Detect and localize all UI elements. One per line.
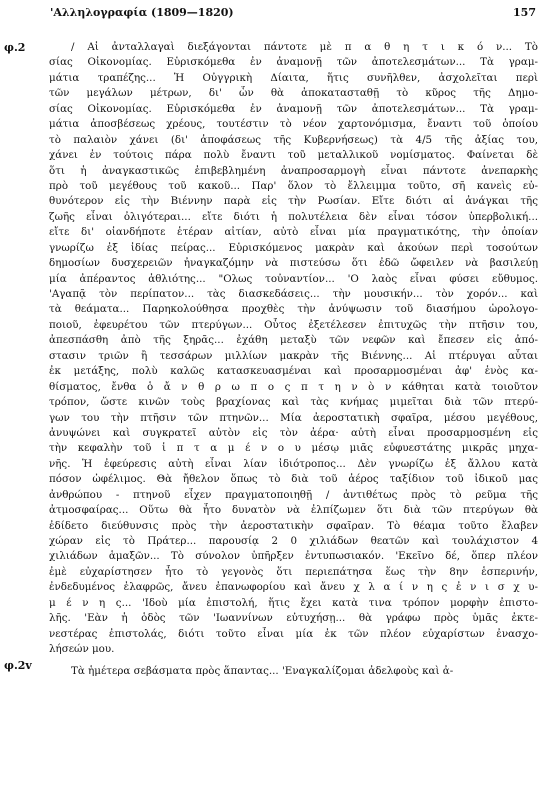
text-line: ἐδίδετο διεύθυνσις πρὸς τὴν ἀεροστατικὴν σφαῖραν. Τὸ θέαμα τοῦτο ἔλαβεν xyxy=(49,519,538,532)
text-line: θυνότερον εἰς τὴν Βιέννην παρὰ εἰς τὴν Ρωσίαν. Εἴτε διότι αἱ ἀνάγκαι τῆς xyxy=(49,195,538,208)
text-line: μία ἀπέραντος ἀθλιότης... "Ολως τοὐναντίον... 'Ο λαὸς εἶναι φύσει εὔθυμος. xyxy=(49,272,538,285)
text-line: ἀπεσπάσθη ἀπὸ τῆς ξηρᾶς... ἐχάθη μεταξὺ τῶν νεφῶν καὶ ἔπεσεν εἰς ἀπό- xyxy=(49,334,538,347)
page-number: 157 xyxy=(513,6,536,19)
text-line: Τὰ ἡμέτερα σεβάσματα πρὸς ἅπαντας... 'Εναγκαλίζομαι ἀδελφοὺς καὶ ἀ- xyxy=(71,664,454,677)
running-header xyxy=(50,6,536,24)
text-line: λήσεών μου. xyxy=(49,643,115,656)
text-line: ζωῆς εἶναι ὀλιγότεραι... εἴτε διότι ἡ πολυτέλεια δὲν εἶναι τόσον ὑπερβολική... xyxy=(49,210,538,223)
running-title: 'Αλληλογραφία (1809—1820) xyxy=(50,6,234,19)
text-line: θίσματος, ἔνθα ὁ ἄ ν θ ρ ω π ο ς π τ η ν ὸ ν κάθηται κατὰ τοιοῦτον xyxy=(49,380,538,393)
text-line: ἀτμοσφαίρας... Οὕτω θὰ ἦτο δυνατὸν νὰ ἐλπίζωμεν ὅτι διὰ τῶν πτερύγων θὰ xyxy=(49,504,538,517)
text-line: τῶν μεγάλων μέτρων, δι' ὧν θὰ ἀποκατασταθῇ τὸ κῦρος τῆς Δημο- xyxy=(49,87,538,100)
text-line: γων του τὴν πτῆσιν τῶν πτηνῶν... Μία ἀεροστατικὴ σφαῖρα, μέσου μεγέθους, xyxy=(49,411,538,424)
text-line: τὸ παλαιὸν χάνει (δι' ἀποφάσεως τῆς Κυβερνήσεως) τὰ 4/5 τῆς ἀξίας του, xyxy=(49,133,538,146)
folio-margin-note: φ.2v xyxy=(4,659,32,672)
text-line: χώραν εἰς τὸ Πράτερ... παρουσίᾳ 2 0 χιλιάδων θεατῶν καὶ τουλάχιστον 4 xyxy=(49,535,538,547)
folio-margin-note: φ.2 xyxy=(4,41,26,54)
text-line: δημοσίων δυσχερειῶν ἠναγκαζόμην νὰ πιστεύσω ὅτι ἐδῶ ὤφειλεν νὰ βασιλεύῃ xyxy=(49,257,538,270)
text-line: χιλιάδων ἁμαξῶν... Τὸ σύνολον ὑπῆρξεν ἐντυπωσιακόν. 'Εκεῖνο δέ, ὅπερ πλέον xyxy=(49,550,538,563)
text-line: τὰ θεάματα... Παρηκολούθησα προχθὲς τὴν ἀνύψωσιν τοῦ διασήμου ὡρολογο- xyxy=(49,303,538,316)
text-line: ἀνυψώνει καὶ συγκρατεῖ αὐτὸν εἰς τὸν ἀέρα· αὐτὴ εἶναι προσαρμοσμένη εἰς xyxy=(49,426,538,439)
text-line: μ έ ν η ς... 'Ιδοὺ μία ἐπιστολή, ἥτις ἔχει κατὰ τινα τρόπον μορφὴν ἐπιστο- xyxy=(49,596,538,609)
document-body xyxy=(49,40,538,679)
text-line: ἐνδεδυμένος ἐλαφρῶς, ἄνευ ἐπανωφορίου καὶ ἄνευ χ λ α ί ν η ς ἐ ν ι σ χ υ- xyxy=(49,581,538,594)
text-line: ἐκ μετάξης, πολὺ καλῶς κατασκευασμέναι καὶ προσαρμοσμέναι ἀφ' ἑνὸς κα- xyxy=(49,365,538,378)
text-line: ὅτι ἡ ἀναγκαστικῶς ἐπιβεβλημένη ἀναπροσαρμογὴ εἶναι πάντοτε ἀνεπαρκὴς xyxy=(49,164,538,177)
text-line: γνωρίζω ἐξ ἰδίας πείρας... Εὑρισκόμενος μακρὰν καὶ ἀκούων περὶ τοσούτων xyxy=(49,241,538,254)
text-line: νῆς. Ἡ ἐφεύρεσις αὐτὴ εἶναι λίαν ἰδιότροπος... Δὲν γνωρίζω ἐξ ἄλλου κατὰ xyxy=(49,457,538,470)
text-line: τρόπον, ὥστε κινῶν τοὺς βραχίονας καὶ τὰς κνήμας μιμεῖται διὰ τῶν πτερύ- xyxy=(49,396,538,409)
text-line: σίας Οἰκονομίας. Εὑρισκόμεθα ἐν ἀναμονῇ τῶν ἀποτελεσμάτων... Τὰ γραμ- xyxy=(49,56,538,69)
text-line: εἴτε δι' οἱανδήποτε ἑτέραν αἰτίαν, αὐτὸ εἶναι μία πραγματικότης, τὴν ὁποίαν xyxy=(49,226,538,239)
text-line: μάτια τραπέζης... Ἡ Οὐγγρικὴ Δίαιτα, ἥτις συνῆλθεν, ἀσχολεῖται περὶ xyxy=(49,71,538,84)
text-line: στασιν τριῶν ἢ τεσσάρων μιλλίων μακρὰν τῆς Βιέννης... Αἱ πτέρυγαι αὗται xyxy=(49,349,538,362)
text-line: ἀνθρώπου - πτηνοῦ εἶχεν πραγματοποιηθῇ / ἀντιθέτως πρὸς τὸ ρεῦμα τῆς xyxy=(49,488,538,501)
text-line: λῆς. 'Εὰν ἡ ὁδὸς τῶν 'Ιωαννίνων εὐτυχήσῃ... θὰ γράφω πρὸς ὑμᾶς ἐκτε- xyxy=(49,612,538,625)
text-line: χάνει ἐν τούτοις πάρα πολὺ ἔναντι τοῦ μεταλλικοῦ νομίσματος. Φαίνεται δὲ xyxy=(49,149,538,162)
text-line: ποιοῦ, ἐφευρέτου τῶν πτερύγων... Οὗτος ἐξετέλεσεν ἐπιτυχῶς τὴν πτῆσιν του, xyxy=(49,318,538,331)
text-line: 'Αγαπᾷ τὸν περίπατον... τὰς διασκεδάσεις... τὴν μουσικήν... τὸν χορόν... καὶ xyxy=(49,288,538,300)
text-line: ἐμὲ εὐχαρίστησεν ἦτο τὸ γεγονὸς ὅτι περιεπάτησα ἕως τὴν 8ην ἑσπερινήν, xyxy=(49,565,538,578)
text-line: μάτια ἀποσβέσεως χρέους, τουτέστιν τὸ νέον χαρτονόμισμα, ἔναντι τοῦ ὁποίου xyxy=(49,118,538,131)
text-line: / Αἱ ἀνταλλαγαὶ διεξάγονται πάντοτε μὲ π α θ η τ ι κ ό ν... Τὸ xyxy=(71,41,538,53)
text-line: τὴν κεφαλὴν τοῦ ἱ π τ α μ έ ν ο υ μέσῳ μιᾶς εὐφυεστάτης μικρᾶς μηχα- xyxy=(49,442,538,455)
text-line: σίας Οἰκονομίας. Εὑρισκόμεθα ἐν ἀναμονῇ τῶν ἀποτελεσμάτων... Τὰ γραμ- xyxy=(49,102,538,115)
text-line: νεστέρας ἐπιστολάς, διότι τοῦτο εἶναι μία ἐκ τῶν πλέον εὐχαρίστων ἐνασχο- xyxy=(49,627,538,640)
text-line: πόσον ὠφέλιμος. Θὰ ἤθελον ὅπως τὸ διὰ τοῦ ἀέρος ταξίδιον τοῦ ἰδικοῦ μας xyxy=(49,473,538,486)
text-line: πρὸ τοῦ μεγέθους τοῦ κακοῦ... Παρ' ὅλον τὸ ἔλλειμμα τοῦτο, σῆ κανεὶς εὐ- xyxy=(49,179,538,192)
